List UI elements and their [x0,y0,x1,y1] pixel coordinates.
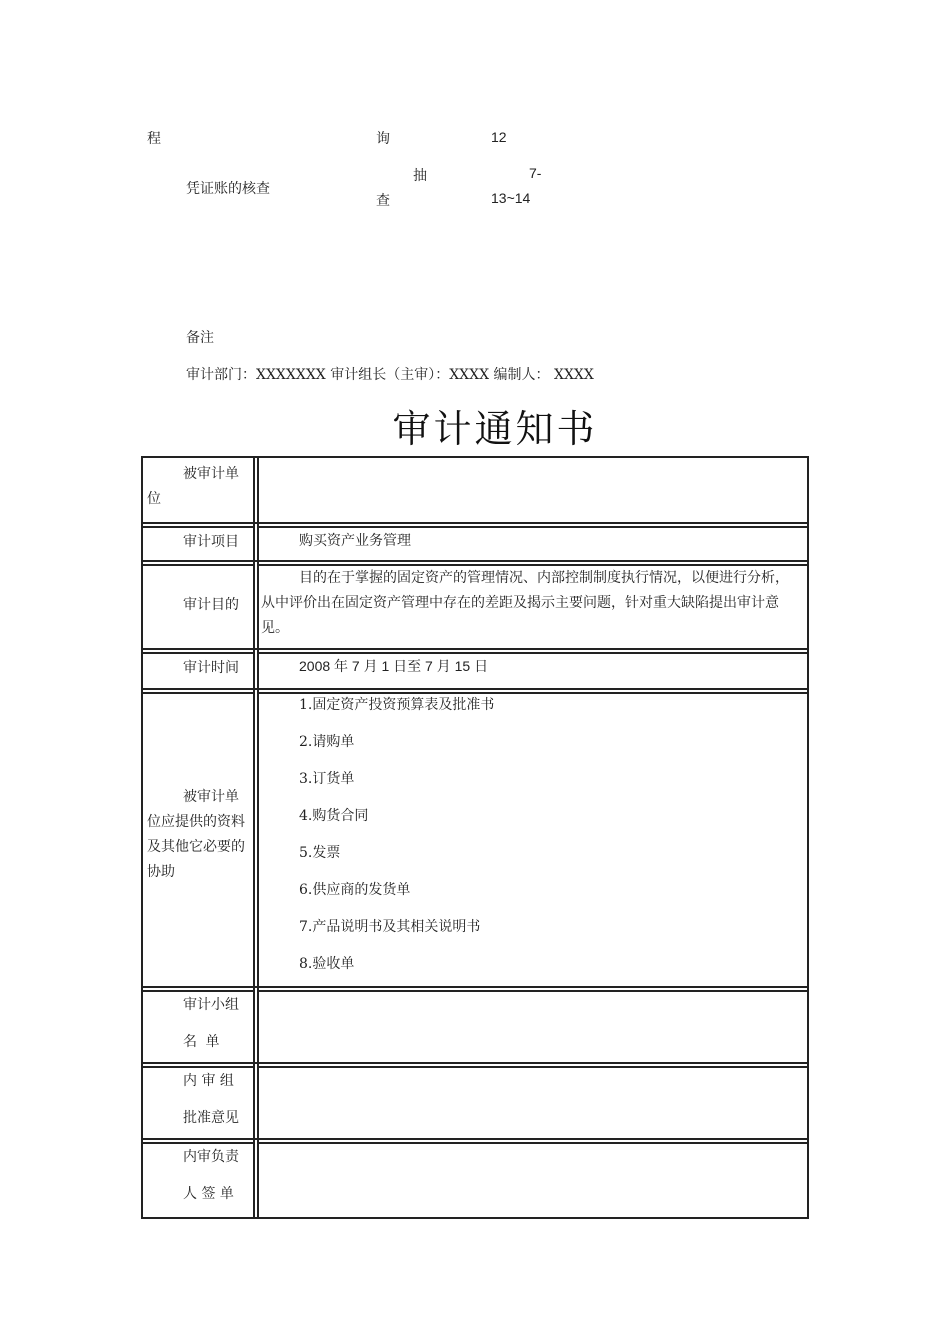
approval-label-line1: 内 审 组 [183,1073,234,1089]
purpose-cell [261,562,807,648]
materials-label-line2: 位应提供的资料 [147,814,245,830]
approval-label [143,1064,255,1138]
audit-notice-table [141,456,809,1219]
time-value: 2008 年 7 月 1 日至 7 月 15 日 [299,658,489,674]
materials-label [143,690,255,986]
auditee-value [261,458,807,522]
purpose-line-2: 从中评价出在固定资产管理中存在的差距及揭示主要问题，针对重大缺陷提出审计意 [261,595,779,611]
purpose-line-3: 见。 [261,620,289,636]
auditee-label-line2: 位 [147,491,161,507]
row-purpose [143,562,807,650]
list-item: 7.产品说明书及其相关说明书 [299,919,481,935]
sign-label [143,1140,255,1217]
text-cheng: 程 [147,131,161,147]
materials-label-line3: 及其他它必要的 [147,839,245,855]
row-materials [143,690,807,988]
list-item: 1.固定资产投资预算表及批准书 [299,697,495,713]
materials-label-line4: 协助 [147,864,175,880]
page-title: 审计通知书 [392,407,598,451]
project-cell [261,524,807,560]
list-item: 5.发票 [299,845,341,861]
team-label-line1: 审计小组 [183,997,239,1013]
time-cell [261,650,807,688]
text-xun: 询 [376,131,390,147]
team-value [261,988,807,1062]
text-remarks: 备注 [186,330,214,346]
purpose-line-1: 目的在于掌握的固定资产的管理情况、内部控制制度执行情况，以便进行分析， [299,570,789,586]
materials-list [261,690,807,986]
purpose-label [143,562,255,648]
materials-label-line1: 被审计单 [183,789,239,805]
list-item: 2.请购单 [299,734,355,750]
project-value: 购买资产业务管理 [299,533,411,549]
time-label-text: 审计时间 [183,660,239,676]
text-cha: 查 [376,193,390,209]
project-label-text: 审计项目 [183,534,239,550]
approval-value [261,1064,807,1138]
list-item: 4.购货合同 [299,808,369,824]
signature-line: 审计部门：XXXXXXX 审计组长（主审）：XXXX 编制人： XXXX [186,367,594,383]
team-label-line2: 名 单 [183,1034,222,1050]
sign-value [261,1140,807,1217]
row-approval [143,1064,807,1140]
list-item: 3.订货单 [299,771,355,787]
auditee-label-line1: 被审计单 [183,466,239,482]
text-number-7: 7- [529,165,542,181]
auditee-label [143,458,255,522]
row-team [143,988,807,1064]
text-voucher-check: 凭证账的核查 [186,181,270,197]
purpose-label-text: 审计目的 [183,597,239,613]
list-item: 6.供应商的发货单 [299,882,411,898]
list-item: 8.验收单 [299,956,355,972]
team-label [143,988,255,1062]
sign-label-line1: 内审负责 [183,1149,239,1165]
text-chou: 抽 [413,168,427,184]
row-sign [143,1140,807,1217]
row-auditee [143,458,807,524]
time-label [143,650,255,688]
sign-label-line2: 人 签 单 [183,1186,234,1202]
approval-label-line2: 批准意见 [183,1110,239,1126]
text-number-12: 12 [491,129,507,145]
row-project [143,524,807,562]
row-time [143,650,807,690]
text-range-13-14: 13~14 [491,190,531,206]
project-label [143,524,255,560]
